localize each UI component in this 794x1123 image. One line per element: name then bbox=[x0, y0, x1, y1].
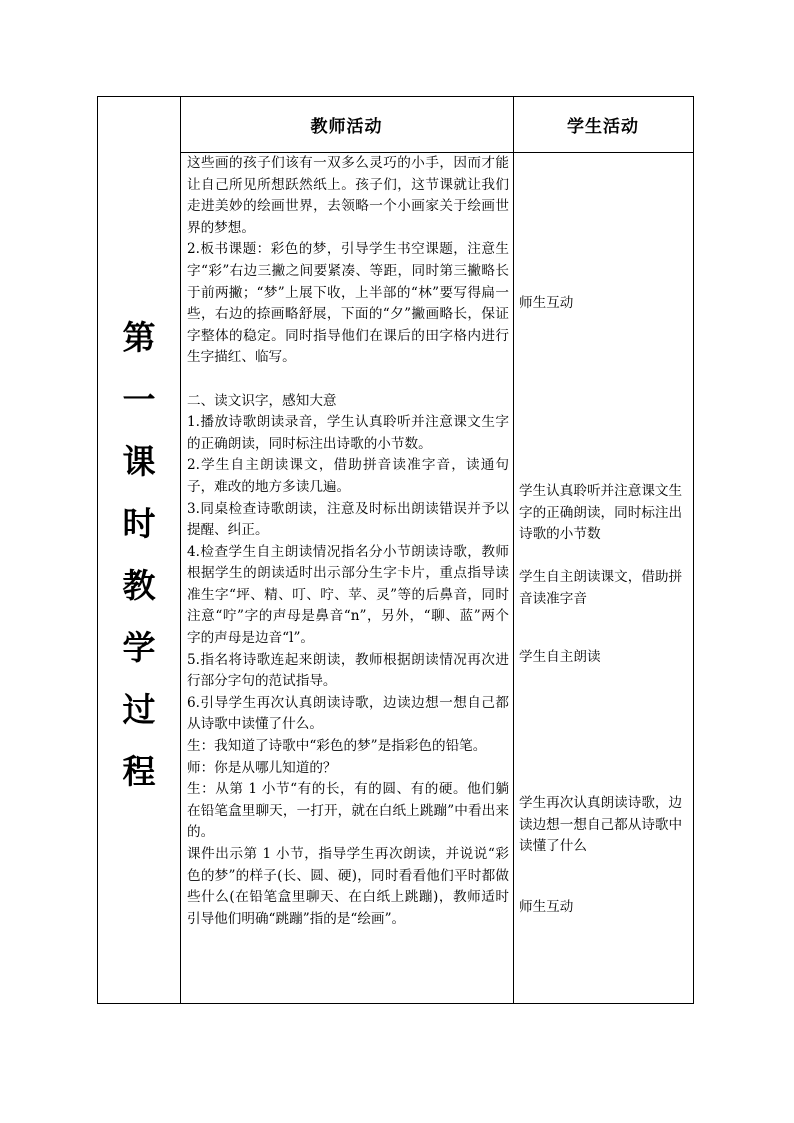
lesson-plan-table bbox=[97, 96, 694, 1004]
student-note: 师生互动 bbox=[519, 295, 574, 311]
teacher-paragraph: 这些画的孩子们该有一双多么灵巧的小手，因而才能让自己所见所想跃然纸上。孩子们，这节课就让我们走进美妙的绘画世界，去领略一个小画家关于绘画世界的梦想。 bbox=[187, 155, 509, 236]
student-note: 学生自主朗读 bbox=[519, 649, 601, 665]
column-divider-left bbox=[180, 97, 181, 1003]
teacher-paragraph: 2.学生自主朗读课文，借助拼音读准字音，读通句子，难改的地方多读几遍。 bbox=[187, 457, 509, 495]
student-note: 学生自主朗读课文，借助拼音读准字音 bbox=[519, 569, 683, 607]
teacher-paragraph: 师：你是从哪儿知道的？ bbox=[187, 759, 337, 776]
section-label-char: 第 bbox=[122, 318, 156, 357]
student-note: 学生再次认真朗读诗歌，边读边想一想自己都从诗歌中读懂了什么 bbox=[519, 795, 683, 855]
section-label-char: 时 bbox=[122, 504, 156, 543]
section-label-char: 教 bbox=[122, 566, 156, 605]
teacher-paragraph: 2.板书课题：彩色的梦，引导学生书空课题，注意生字“彩”右边三撇之间要紧凑、等距，同时第三撇略长于前两撇；“梦”上展下收，上半部的“林”要写得扁一些，右边的捺画略舒展，下面的“夕”撇画略长，保证字整体的稳定。同时指导他们在课后的田字格内进行生字描红、临写。 bbox=[187, 241, 509, 366]
teacher-paragraph: 5.指名将诗歌连起来朗读，教师根据朗读情况再次进行部分字句的范试指导。 bbox=[187, 651, 509, 690]
column-divider-right bbox=[513, 97, 514, 1003]
teacher-paragraph: 生：我知道了诗歌中“彩色的梦”是指彩色的铅笔。 bbox=[187, 738, 487, 755]
teacher-paragraph: 6.引导学生再次认真朗读诗歌，边读边想一想自己都从诗歌中读懂了什么。 bbox=[187, 694, 509, 733]
section-label-char: 课 bbox=[122, 442, 156, 481]
blank-line bbox=[187, 369, 509, 391]
teacher-paragraph: 生：从第 1 小节“有的长，有的圆、有的硬。他们躺在铅笔盒里聊天，一打开，就在白纸上跳蹦”中看出来的。 bbox=[187, 781, 509, 841]
teacher-paragraph: 1.播放诗歌朗读录音，学生认真聆听并注意课文生字的正确朗读，同时标注出诗歌的小节数。 bbox=[187, 414, 509, 452]
teacher-paragraph: 3.同桌检查诗歌朗读，注意及时标出朗读错误并予以提醒、纠正。 bbox=[187, 500, 509, 539]
teacher-paragraph: 4.检查学生自主朗读情况指名分小节朗读诗歌，教师根据学生的朗读适时出示部分生字卡片，重点指导读准生字“坪、精、叮、咛、苹、灵”等的后鼻音，同时注意“咛”字的声母是鼻音“n”，另外，“聊、蓝”两个字的声母是边音“l”。 bbox=[187, 543, 509, 647]
teacher-activity-content bbox=[187, 153, 509, 930]
section-label-char: 过 bbox=[122, 690, 156, 729]
student-note: 学生认真聆听并注意课文生字的正确朗读，同时标注出诗歌的小节数 bbox=[519, 483, 683, 543]
student-note: 师生互动 bbox=[519, 899, 574, 915]
teacher-paragraph: 课件出示第 1 小节，指导学生再次朗读，并说说“彩色的梦”的样子(长、圆、硬)，同时看看他们平时都做些什么(在铅笔盒里聊天、在白纸上跳蹦)，教师适时引导他们明确“跳蹦”指的是“绘画”。 bbox=[187, 846, 509, 927]
teacher-paragraph: 二、读文识字，感知大意 bbox=[187, 392, 337, 409]
section-label-char: 程 bbox=[122, 752, 156, 791]
teacher-activity-header: 教师活动 bbox=[310, 117, 383, 137]
section-label-char: 一 bbox=[122, 380, 156, 419]
section-label-char: 学 bbox=[122, 628, 156, 667]
section-label-vertical bbox=[98, 307, 180, 803]
student-activity-header: 学生活动 bbox=[567, 117, 639, 137]
